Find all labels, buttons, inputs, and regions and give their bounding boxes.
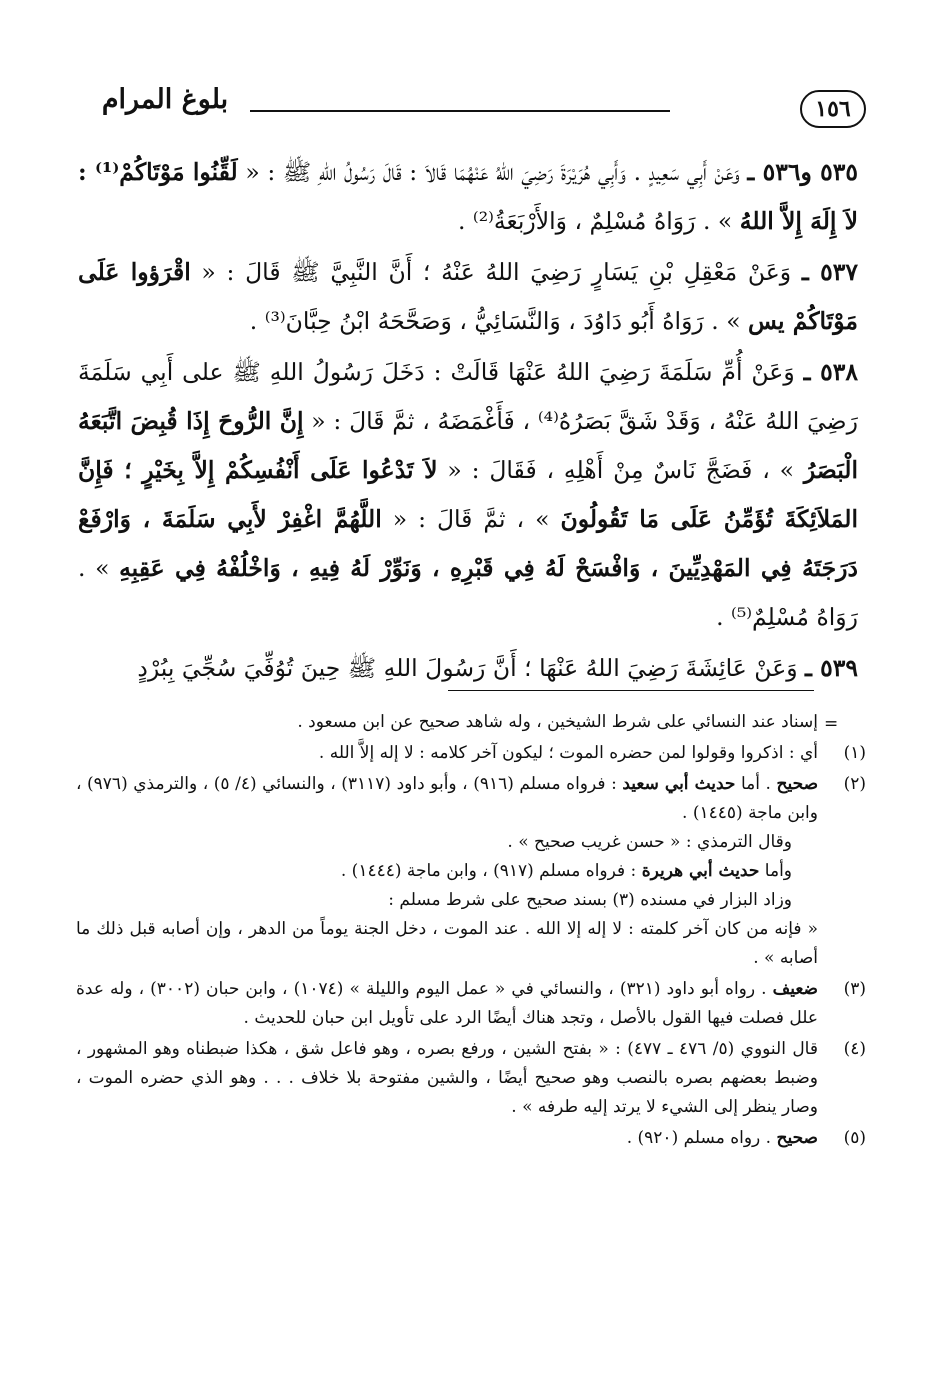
footnote-continuation	[76, 708, 866, 737]
footnotes	[76, 708, 866, 1155]
hadith-text: وَعَنْ مَعْقِلِ بْنِ يَسَارٍ رَضِيَ اللهُ عَنْهُ ؛ أَنَّ النَّبِيَّ ﷺ قَالَ : «	[190, 258, 802, 286]
prophetic-quote: إِنَّ الرُّوحَ إِذَا قُبِضَ اتَّبَعَهُ الْبَصَرُ	[78, 407, 858, 484]
page-number: ١٥٦	[800, 90, 866, 128]
footnote-line: وقال الترمذي : « حسن غريب صحيح » .	[507, 832, 792, 852]
footnote-text: قال النووي (٥/ ٤٧٦ ـ ٤٧٧) : « بفتح الشين ، ورفع بصره ، وهو فاعل شق ، هكذا ضبطناه وهو المشهور ، وضبط بعضهم بصره بالنصب وهو صحيح أيضًا ، والشين مفتوحة بلا خلاف . . . وهو الذي حضره الموت ، وصار ينظر إلى الشيء لا يرتد إليه طرفه » .	[76, 1039, 818, 1117]
footnote-part: وأما	[759, 861, 792, 881]
hadith-reference: حديث أبي هريرة	[641, 861, 760, 881]
grading-label: صحيح	[776, 1128, 818, 1148]
hadith-text: » . رَوَاهُ مُسْلِمٌ⁽⁵⁾ .	[78, 554, 858, 631]
footnote-text: أي : اذكروا وقولوا لمن حضره الموت ؛ ليكون آخر كلامه : لا إله إلاَّ الله .	[318, 743, 818, 763]
hadith-number: ٥٣٨ ـ	[803, 358, 858, 386]
hadith-text: وَعَنْ أَبِي سَعِيدٍ . وَأَبِي هُرَيْرَةَ رَضِيَ اللهُ عَنْهُمَا قَالاَ : قَالَ رَسُولُ اللهِ ﷺ : «	[237, 158, 748, 186]
grading-label: ضعيف	[772, 979, 818, 999]
hadith-text: » ، ثمَّ قَالَ : «	[381, 505, 561, 533]
footnote-number: (٢)	[843, 774, 866, 794]
footnote-part: : فرواه مسلم (٩١٧) ، وابن ماجة (١٤٤٤) .	[340, 861, 642, 881]
footnote-2	[76, 770, 866, 973]
book-title: بلوغ المرام	[80, 84, 250, 115]
footnote-part: . رواه مسلم (٩٢٠) .	[626, 1128, 777, 1148]
footnote-part: . أما	[735, 774, 777, 794]
footnote-text	[76, 1124, 818, 1153]
hadith-text: وَعَنْ أُمِّ سَلَمَةَ رَضِيَ اللهُ عَنْهَا قَالَتْ : دَخَلَ رَسُولُ اللهِ ﷺ على أَبِي سَلَمَةَ رَضِيَ اللهُ عَنْهُ ، وَقَدْ شَقَّ بَصَرُهُ⁽⁴⁾ ، فَأَغْمَضَهُ ، ثمَّ قَالَ : «	[78, 358, 858, 435]
grading-label: صحيح	[776, 774, 819, 794]
footnote-number: (١)	[843, 743, 866, 763]
footnote-text	[76, 770, 818, 973]
prophetic-quote: اللَّهُمَّ اغْفِرْ لأَبِي سَلَمَةَ ، وَارْفَعْ دَرَجَتَهُ فِي المَهْدِيِّينَ ، وَافْسَحْ لَهُ فِي قَبْرِهِ ، وَنَوِّرْ لَهُ فِيهِ ، وَاخْلُفْهُ فِي عَقِبِهِ	[78, 505, 858, 582]
prophetic-quote: اقْرَؤوا عَلَى مَوْتَاكُمْ يس	[78, 258, 858, 335]
footnote-part: . رواه أبو داود (٣٢١) ، والنسائي في « عمل اليوم والليلة » (١٠٧٤) ، وابن حبان (٣٠٠٢) ، وله عدة علل فصلت فيها القول بالأصل ، وتجد هناك أيضًا الرد على تأويل ابن حبان للحديث .	[76, 979, 818, 1028]
footnote-line	[76, 857, 818, 886]
footnote-number: (٥)	[843, 1128, 866, 1148]
footnote-line: وزاد البزار في مسنده (٣) بسند صحيح على شرط مسلم :	[388, 890, 792, 910]
continuation-mark: =	[824, 714, 839, 734]
hadith-538	[78, 348, 858, 642]
footnote-1	[76, 739, 866, 768]
footnote-4	[76, 1035, 866, 1122]
prophetic-quote: لاَ تَدْعُوا عَلَى أَنْفُسِكُمْ إِلاَّ بِخَيْرٍ ؛ فَإِنَّ المَلاَئِكَةَ تُؤَمِّنُ عَلَى مَا تَقُولُونَ	[78, 456, 858, 533]
footnote-number: (٣)	[843, 979, 866, 999]
footnote-part: : فرواه مسلم (٩١٦) ، وأبو داود (٣١١٧) ، والنسائي (٤/ ٥) ، والترمذي (٩٧٦) ، وابن ماجة (١٤٤٥) .	[76, 774, 818, 823]
hadith-reference: حديث أبي سعيد	[622, 774, 736, 794]
hadith-535-536	[78, 148, 858, 246]
footnote-number: (٤)	[843, 1039, 866, 1059]
hadith-537	[78, 248, 858, 346]
page-header	[70, 82, 870, 132]
footnote-separator	[448, 690, 814, 691]
main-text	[78, 148, 858, 695]
hadith-539	[78, 644, 858, 693]
hadith-number: ٥٣٥ و٥٣٦ ـ	[747, 158, 859, 186]
hadith-text: » ، فَضَجَّ نَاسٌ مِنْ أَهْلِهِ ، فَقَالَ : «	[437, 456, 804, 484]
prophetic-quote: لَقِّنُوا مَوْتَاكُمْ⁽¹⁾ : لاَ إِلَهَ إِلاَّ اللهُ	[78, 158, 858, 235]
footnote-text: إسناد عند النسائي على شرط الشيخين ، وله شاهد صحيح عن ابن مسعود .	[297, 712, 818, 732]
hadith-number: ٥٣٩ ـ	[805, 654, 858, 682]
hadith-number: ٥٣٧ ـ	[801, 258, 858, 286]
hadith-text: » . رَوَاهُ مُسْلِمٌ ، وَالأَرْبَعَةُ⁽²⁾ .	[457, 207, 740, 235]
footnote-quote: « فإنه من كان آخر كلمته : لا إله إلا الله . عند الموت ، دخل الجنة يوماً من الدهر ، وإن أصابه قبل ذلك ما أصابه » .	[76, 919, 818, 968]
footnote-5	[76, 1124, 866, 1153]
footnote-3	[76, 975, 866, 1033]
hadith-text: وَعَنْ عَائِشَةَ رَضِيَ اللهُ عَنْهَا ؛ أَنَّ رَسُولَ اللهِ ﷺ حِينَ تُوُفِّيَ سُجِّيَ بِبُرْدٍ	[137, 654, 806, 682]
footnote-text	[76, 975, 818, 1033]
hadith-text: » . رَوَاهُ أَبُو دَاوُدَ ، وَالنَّسَائِيُّ ، وَصَحَّحَهُ ابْنُ حِبَّانَ⁽³⁾ .	[249, 307, 749, 335]
